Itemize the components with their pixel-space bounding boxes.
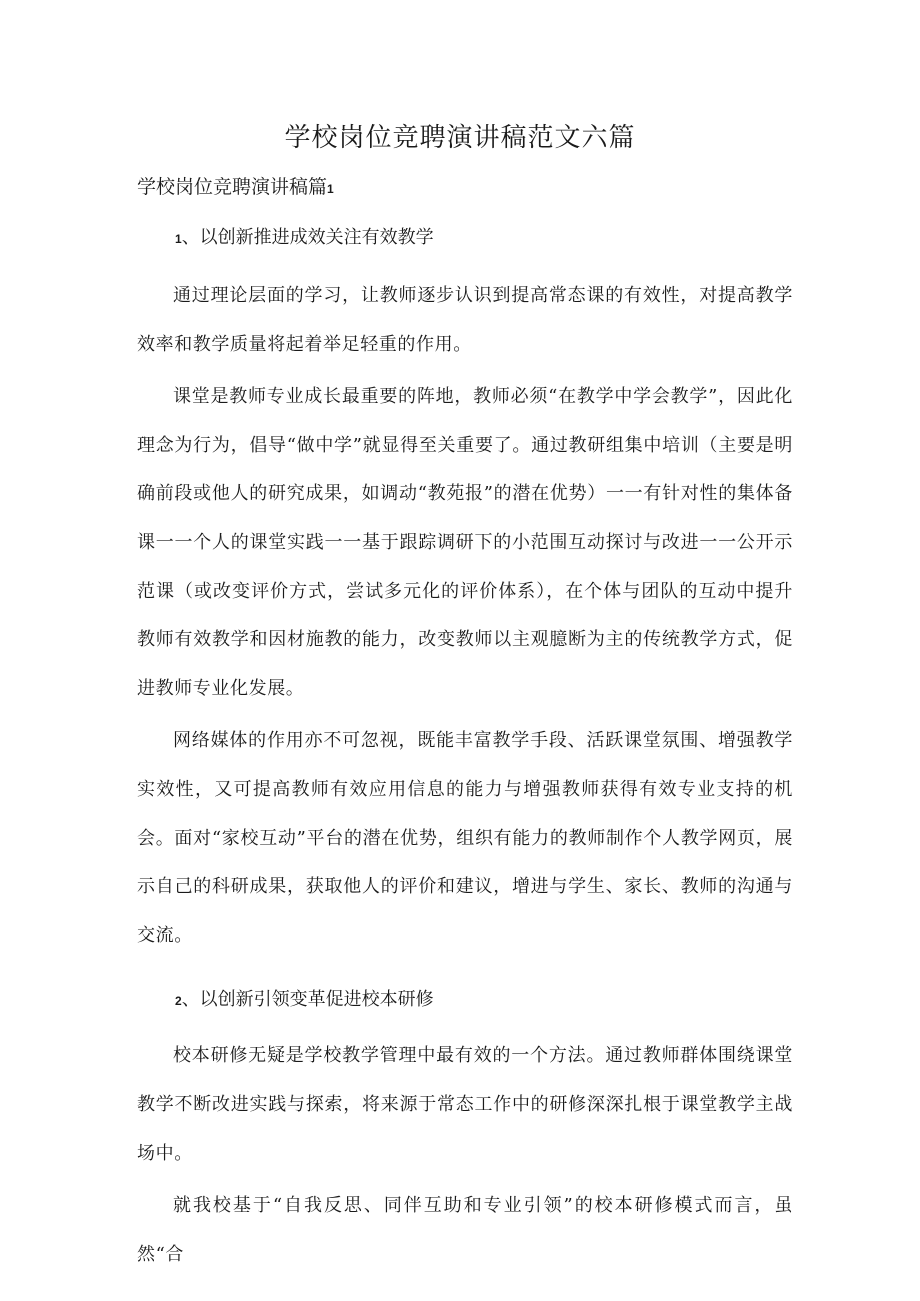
subtitle-text: 学校岗位竞聘演讲稿篇 [137, 176, 328, 198]
section-heading-1 [137, 220, 793, 256]
section-number: 2 [175, 994, 182, 1009]
document-subtitle [137, 172, 334, 204]
subtitle-number: 1 [327, 182, 334, 196]
paragraph: 课堂是教师专业成长最重要的阵地，教师必须“在教学中学会教学”，因此化理念为行为，倡导“做中学”就显得至关重要了。通过教研组集中培训（主要是明确前段或他人的研究成果，如调动“教苑报”的潜在优势）一一有针对性的集体备课一一个人的课堂实践一一基于跟踪调研下的小范围互动探讨与改进一一公开示范课（或改变评价方式，尝试多元化的评价体系），在个体与团队的互动中提升教师有效教学和因材施教的能力，改变教师以主观臆断为主的传统教学方式，促进教师专业化发展。 [137, 386, 793, 699]
paragraph: 网络媒体的作用亦不可忽视，既能丰富教学手段、活跃课堂氛围、增强教学实效性，又可提高教师有效应用信息的能力与增强教师获得有效专业支持的机会。面对“家校互动”平台的潜在优势，组织有能力的教师制作个人教学网页，展示自己的科研成果，获取他人的评价和建议，增进与学生、家长、教师的沟通与交流。 [137, 730, 793, 946]
section-number: 1 [175, 232, 182, 246]
paragraph: 通过理论层面的学习，让教师逐步认识到提高常态课的有效性，对提高教学效率和教学质量将起着举足轻重的作用。 [137, 285, 793, 355]
document-body [137, 220, 793, 1279]
paragraph: 就我校基于“自我反思、同伴互助和专业引领”的校本研修模式而言，虽然“合 [137, 1195, 793, 1265]
section-heading-2 [137, 982, 793, 1018]
document-title: 学校岗位竞聘演讲稿范文六篇 [284, 123, 636, 153]
paragraph: 校本研修无疑是学校教学管理中最有效的一个方法。通过教师群体围绕课堂教学不断改进实践与探索，将来源于常态工作中的研修深深扎根于课堂教学主战场中。 [137, 1045, 793, 1164]
section-heading-text: 、以创新推进成效关注有效教学 [181, 227, 434, 248]
section-heading-text: 、以创新引领变革促进校本研修 [181, 989, 434, 1011]
